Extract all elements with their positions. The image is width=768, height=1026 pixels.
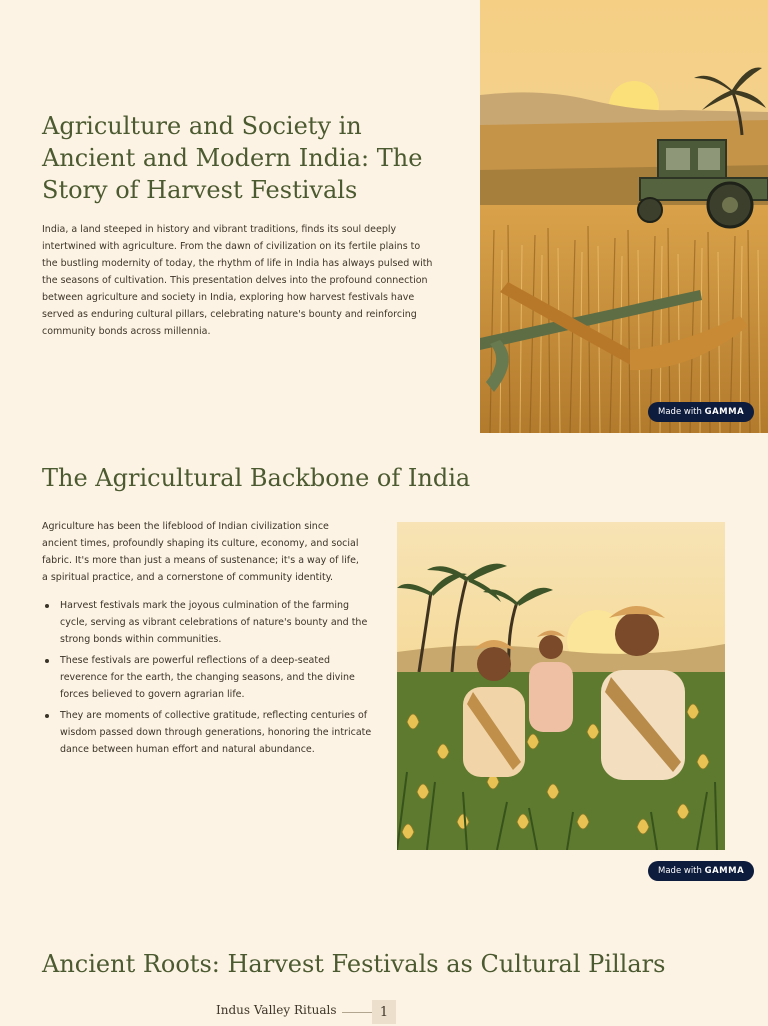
slide-title: Agriculture and Society in Ancient and Modern India: The Story of Harvest Festivals xyxy=(42,112,423,204)
badge-brand: GAMMA xyxy=(704,866,745,876)
badge-brand: GAMMA xyxy=(704,407,745,417)
slide-title: Ancient Roots: Harvest Festivals as Cultural Pillars xyxy=(42,950,666,978)
bullet-text: These festivals are powerful reflections of a deep-seated reverence for the earth, the changing seasons, and the divine forces believed to govern agrarian life. xyxy=(60,655,355,700)
women-harvest-illustration xyxy=(397,522,725,850)
body-paragraph: Agriculture has been the lifeblood of Indian civilization since ancient times, profoundly shaping its culture, economy, and social fabric. It's more than just a means of sustenance; it's a way of life, a spiritual practice, and a cornerstone of community identity. xyxy=(42,521,359,583)
bullet-text: They are moments of collective gratitude, reflecting centuries of wisdom passed down through generations, honoring the intricate dance between human effort and natural abundance. xyxy=(60,710,372,755)
bullet-list xyxy=(42,597,372,762)
intro-paragraph: India, a land steeped in history and vibrant traditions, finds its soul deeply intertwined with agriculture. From the dawn of civilization on its fertile plains to the bustling modernity of today, the rhythm of life in India has always pulsed with the seasons of cultivation. This presentation delves into the profound connection between agriculture and society in India, exploring how harvest festivals have served as enduring cultural pillars, celebrating nature's bounty and reinforcing community bonds across millennia. xyxy=(42,224,433,337)
bullet-icon xyxy=(45,714,49,718)
bullet-text: Harvest festivals mark the joyous culmination of the farming cycle, serving as vibrant celebrations of nature's bounty and the strong bonds within communities. xyxy=(60,600,368,645)
bullet-item xyxy=(42,707,372,758)
made-with-gamma-badge[interactable] xyxy=(648,861,754,881)
slide-title: The Agricultural Backbone of India xyxy=(42,464,471,492)
bullet-item xyxy=(42,597,372,648)
slide-intro xyxy=(0,0,768,433)
timeline-item-label: Indus Valley Rituals xyxy=(216,1003,337,1017)
badge-prefix: Made with xyxy=(658,407,702,417)
timeline-connector xyxy=(342,1012,372,1013)
bullet-item xyxy=(42,652,372,703)
bullet-icon xyxy=(45,604,49,608)
tractor-field-illustration xyxy=(480,0,768,433)
made-with-gamma-badge[interactable] xyxy=(648,402,754,422)
bullet-icon xyxy=(45,659,49,663)
timeline-step-number: 1 xyxy=(372,1000,396,1024)
badge-prefix: Made with xyxy=(658,866,702,876)
